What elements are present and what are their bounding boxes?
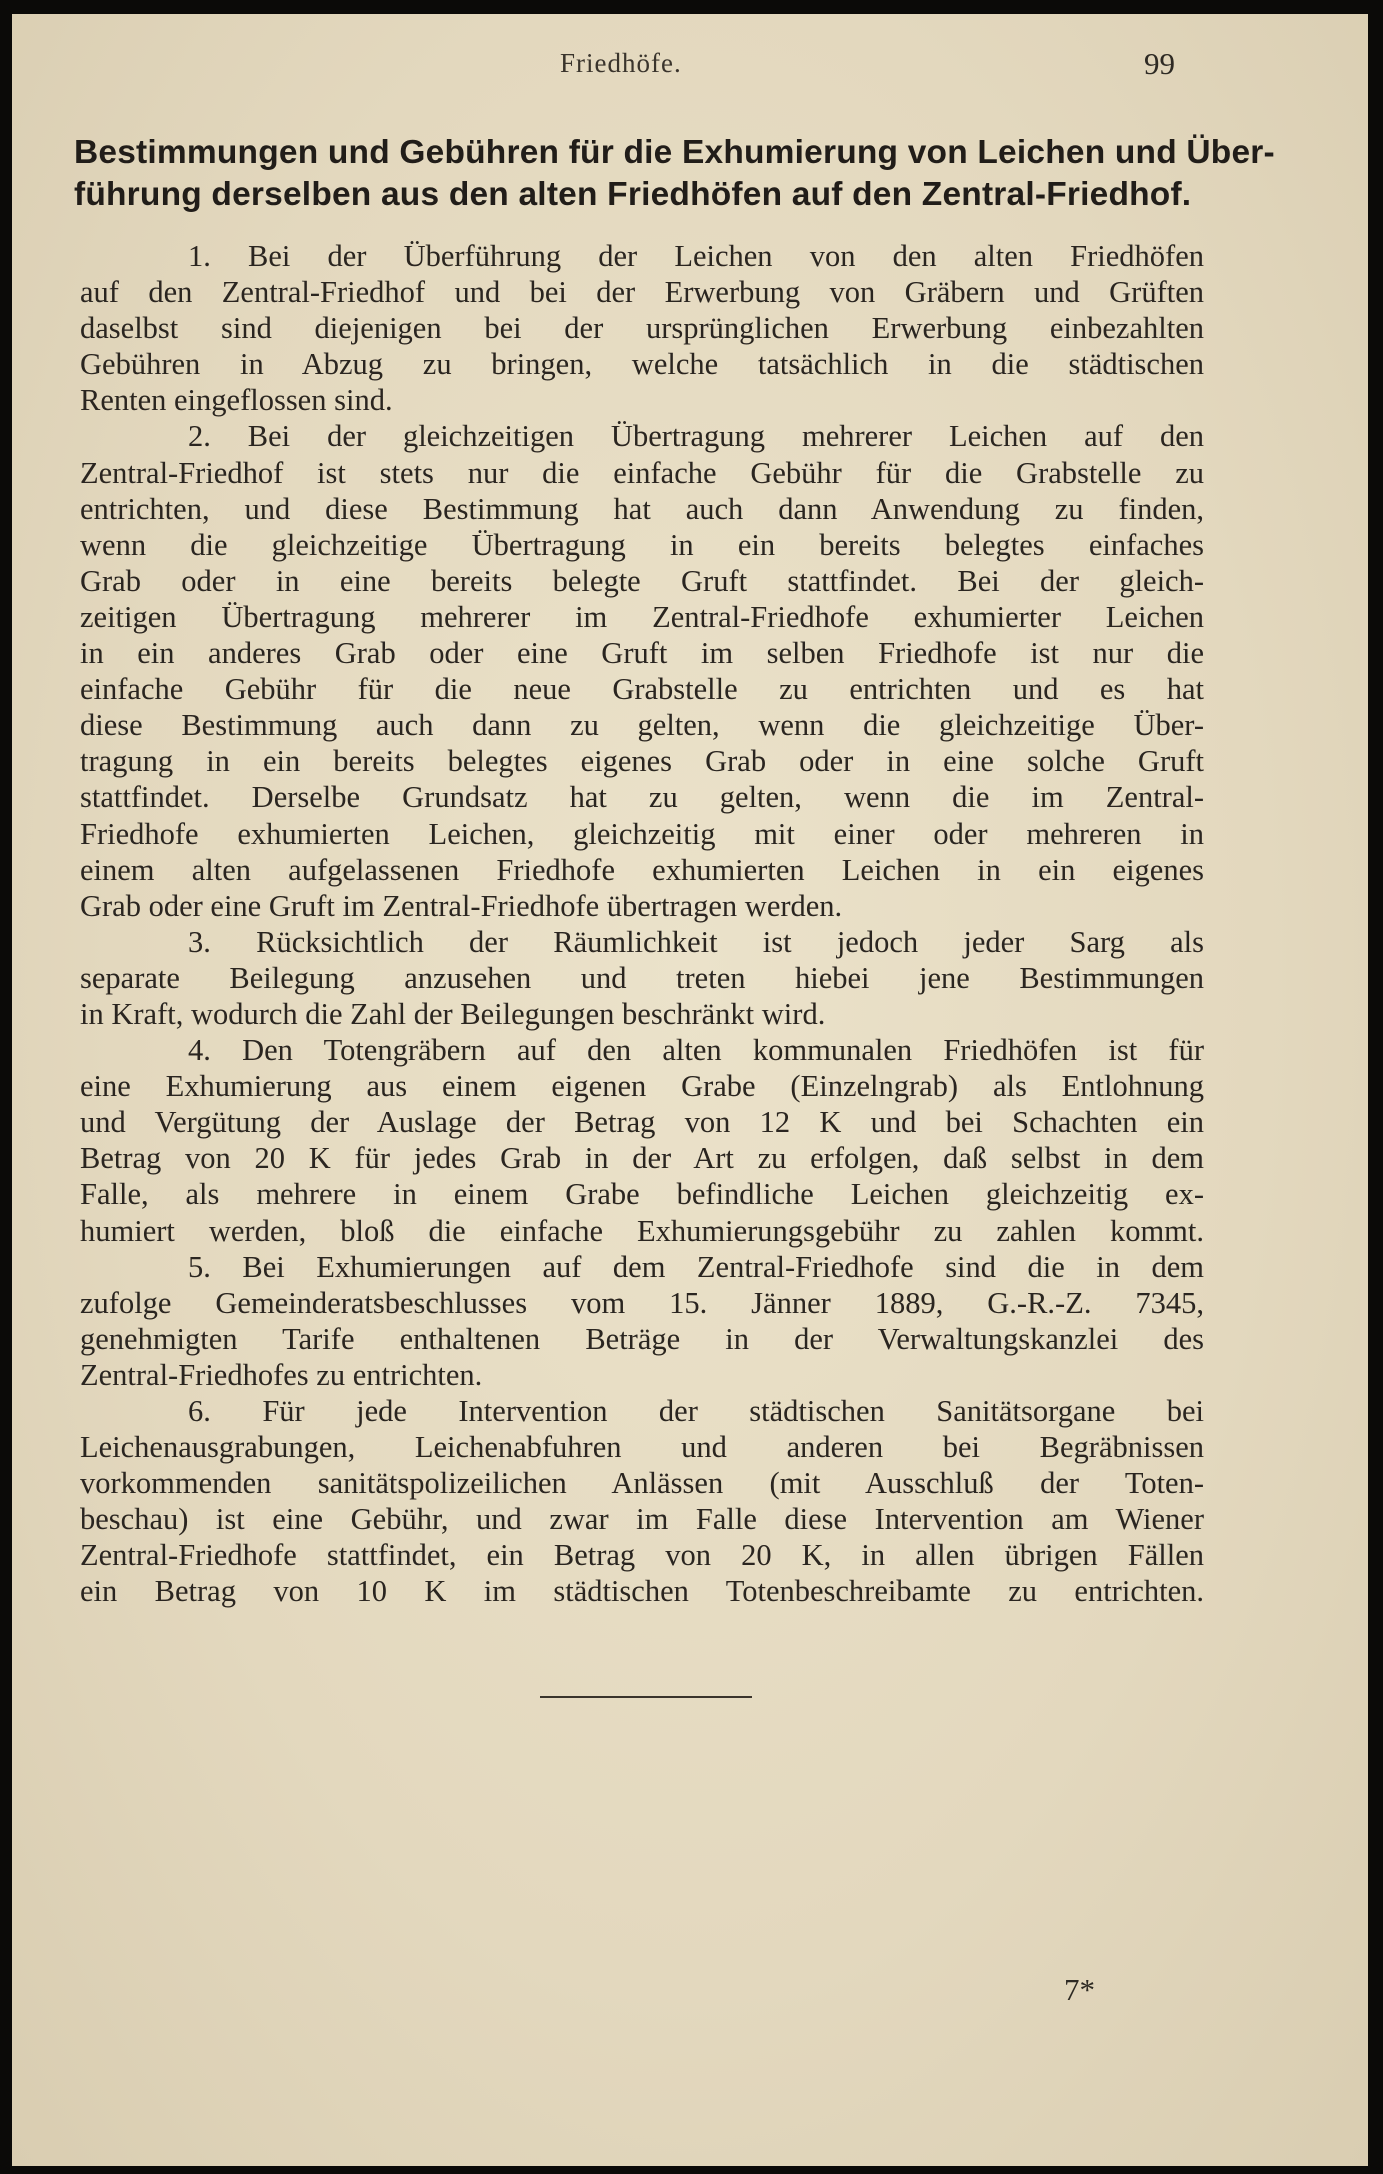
text-line: separate Beilegung anzusehen und treten hiebei jene Bestimmungen — [80, 960, 1204, 995]
text-line: entrichten, und diese Bestimmung hat auch dann Anwendung zu finden, — [80, 491, 1204, 526]
text-line: Leichenausgrabungen, Leichenabfuhren und anderen bei Begräbnissen — [80, 1430, 1204, 1465]
text-line: Zentral-Friedhofe stattfindet, ein Betrag von 20 K, in allen übrigen Fällen — [80, 1538, 1204, 1573]
page-number: 99 — [1144, 46, 1175, 81]
text-line: stattfindet. Derselbe Grundsatz hat zu gelten, wenn die im Zentral- — [80, 780, 1204, 815]
text-line: auf den Zentral-Friedhof und bei der Erwerbung von Gräbern und Grüften — [80, 275, 1204, 310]
document-page — [12, 14, 1368, 2166]
text-line: 6. Für jede Intervention der städtischen Sanitätsorgane bei — [188, 1394, 1204, 1428]
heading-line-2: führung derselben aus den alten Friedhöfen auf den Zentral-Friedhof. — [74, 176, 1192, 213]
text-line: in ein anderes Grab oder eine Gruft im selben Friedhofe ist nur die — [80, 636, 1204, 671]
text-line: wenn die gleichzeitige Übertragung in ein bereits belegtes einfaches — [80, 527, 1204, 562]
body-text — [80, 238, 1204, 1610]
text-line: einem alten aufgelassenen Friedhofe exhumierten Leichen in ein eigenes — [80, 852, 1204, 887]
text-line: beschau) ist eine Gebühr, und zwar im Falle diese Intervention am Wiener — [80, 1502, 1204, 1537]
text-line: einfache Gebühr für die neue Grabstelle zu entrichten und es hat — [80, 672, 1204, 707]
signature-mark: 7* — [1064, 1972, 1095, 2007]
paragraph-4 — [80, 1032, 1204, 1249]
text-line: und Vergütung der Auslage der Betrag von 12 K und bei Schachten ein — [80, 1105, 1204, 1140]
text-line: Grab oder eine Gruft im Zentral-Friedhofe übertragen werden. — [80, 888, 843, 923]
text-line: Renten eingeflossen sind. — [80, 383, 393, 418]
text-line: 3. Rücksichtlich der Räumlichkeit ist jedoch jeder Sarg als — [188, 924, 1204, 959]
running-head — [12, 48, 1368, 88]
text-line: diese Bestimmung auch dann zu gelten, wenn die gleichzeitige Über- — [80, 708, 1204, 743]
text-line: 1. Bei der Überführung der Leichen von den alten Friedhöfen — [188, 239, 1204, 273]
text-line: vorkommenden sanitätspolizeilichen Anlässen (mit Ausschluß der Toten- — [80, 1466, 1204, 1501]
text-line: Zentral-Friedhof ist stets nur die einfache Gebühr für die Grabstelle zu — [80, 455, 1204, 490]
text-line: Zentral-Friedhofes zu entrichten. — [80, 1357, 483, 1392]
paragraph-3 — [80, 924, 1204, 1032]
paragraph-6 — [80, 1393, 1204, 1610]
section-heading — [74, 132, 1275, 216]
text-line: Betrag von 20 K für jedes Grab in der Art zu erfolgen, daß selbst in dem — [80, 1141, 1204, 1176]
paragraph-2 — [80, 418, 1204, 923]
closing-rule — [540, 1696, 752, 1698]
heading-line-1: Bestimmungen und Gebühren für die Exhumierung von Leichen und Über- — [74, 134, 1275, 171]
text-line: Friedhofe exhumierten Leichen, gleichzeitig mit einer oder mehreren in — [80, 816, 1204, 851]
text-line: Falle, als mehrere in einem Grabe befindliche Leichen gleichzeitig ex- — [80, 1177, 1204, 1212]
text-line: eine Exhumierung aus einem eigenen Grabe (Einzelngrab) als Entlohnung — [80, 1069, 1204, 1104]
text-line: humiert werden, bloß die einfache Exhumierungsgebühr zu zahlen kommt. — [80, 1213, 1204, 1248]
paragraph-1 — [80, 238, 1204, 418]
text-line: 5. Bei Exhumierungen auf dem Zentral-Friedhofe sind die in dem — [188, 1249, 1204, 1284]
text-line: 4. Den Totengräbern auf den alten kommunalen Friedhöfen ist für — [188, 1033, 1204, 1068]
text-line: genehmigten Tarife enthaltenen Beträge in der Verwaltungskanzlei des — [80, 1321, 1204, 1356]
text-line: zeitigen Übertragung mehrerer im Zentral-Friedhofe exhumierter Leichen — [80, 599, 1204, 634]
text-line: daselbst sind diejenigen bei der ursprünglichen Erwerbung einbezahlten — [80, 311, 1204, 346]
text-line: 2. Bei der gleichzeitigen Übertragung mehrerer Leichen auf den — [188, 419, 1204, 454]
text-line: ein Betrag von 10 K im städtischen Totenbeschreibamte zu entrichten. — [80, 1574, 1204, 1609]
text-line: in Kraft, wodurch die Zahl der Beilegungen beschränkt wird. — [80, 996, 826, 1031]
text-line: Gebühren in Abzug zu bringen, welche tatsächlich in die städtischen — [80, 347, 1204, 382]
text-line: Grab oder in eine bereits belegte Gruft stattfindet. Bei der gleich- — [80, 563, 1204, 598]
paragraph-5 — [80, 1249, 1204, 1393]
running-title: Friedhöfe. — [560, 48, 682, 78]
text-line: tragung in ein bereits belegtes eigenes Grab oder in eine solche Gruft — [80, 744, 1204, 779]
text-line: zufolge Gemeinderatsbeschlusses vom 15. Jänner 1889, G.-R.-Z. 7345, — [80, 1285, 1204, 1320]
